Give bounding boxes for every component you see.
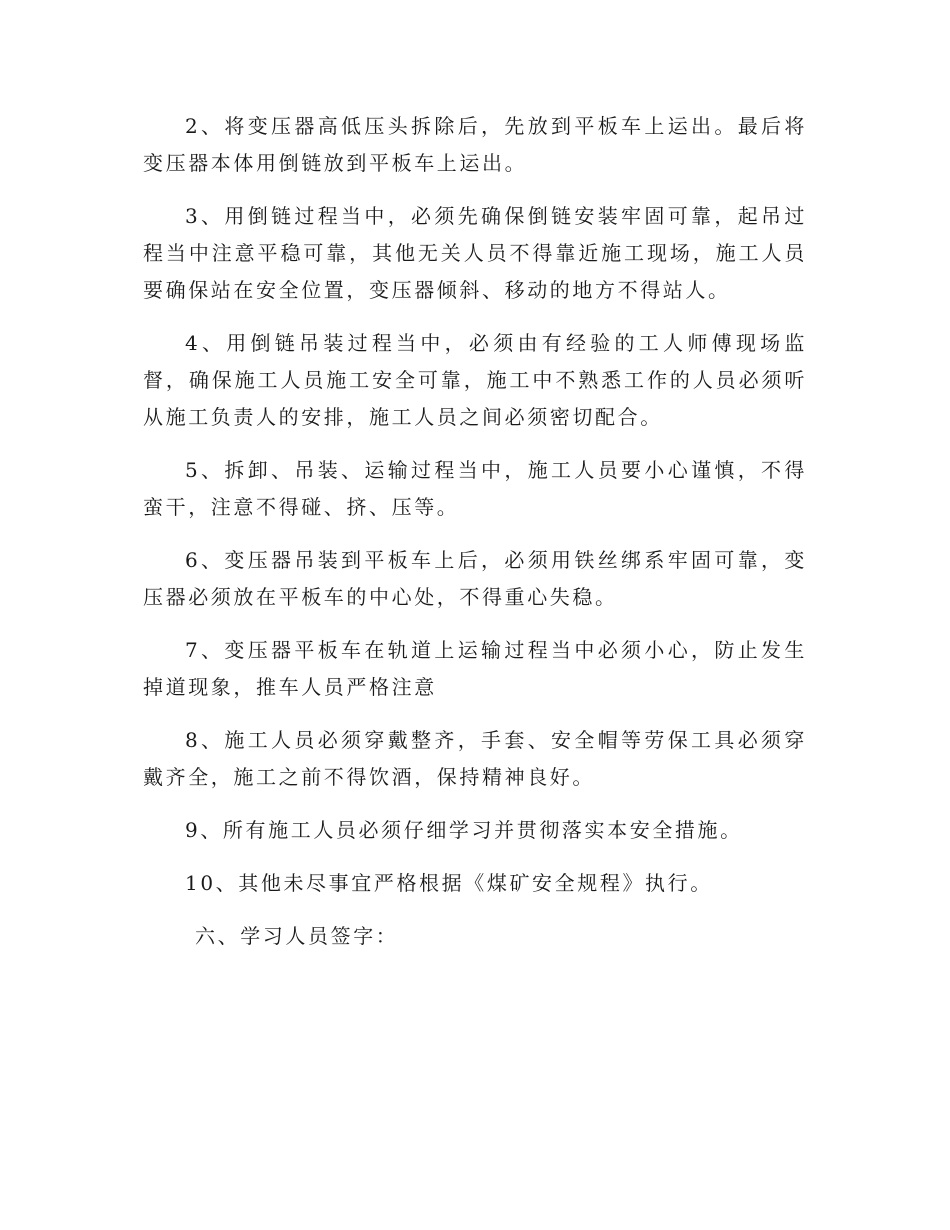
section-heading-signatures: 六、学习人员签字： (195, 924, 399, 948)
paragraph-item-8: 8、施工人员必须穿戴整齐，手套、安全帽等劳保工具必须穿戴齐全，施工之前不得饮酒，保持精神良好。 (143, 728, 807, 789)
paragraph-item-6: 6、变压器吊装到平板车上后，必须用铁丝绑系牢固可靠，变压器必须放在平板车的中心处，不得重心失稳。 (143, 548, 807, 609)
paragraph-item-9: 9、所有施工人员必须仔细学习并贯彻落实本安全措施。 (185, 818, 743, 842)
paragraph-item-3: 3、用倒链过程当中，必须先确保倒链安装牢固可靠，起吊过程当中注意平稳可靠，其他无关人员不得靠近施工现场，施工人员要确保站在安全位置，变压器倾斜、移动的地方不得站人。 (143, 204, 807, 302)
paragraph-item-5: 5、拆卸、吊装、运输过程当中，施工人员要小心谨慎，不得蛮干，注意不得碰、挤、压等。 (143, 458, 807, 519)
paragraph-item-2: 2、将变压器高低压头拆除后，先放到平板车上运出。最后将变压器本体用倒链放到平板车上运出。 (143, 114, 807, 175)
paragraph-item-7: 7、变压器平板车在轨道上运输过程当中必须小心，防止发生掉道现象，推车人员严格注意 (143, 638, 807, 699)
paragraph-item-10: 10、其他未尽事宜严格根据《煤矿安全规程》执行。 (185, 871, 713, 895)
paragraph-item-4: 4、用倒链吊装过程当中，必须由有经验的工人师傅现场监督，确保施工人员施工安全可靠，施工中不熟悉工作的人员必须听从施工负责人的安排，施工人员之间必须密切配合。 (143, 331, 807, 429)
document-body (143, 108, 807, 955)
